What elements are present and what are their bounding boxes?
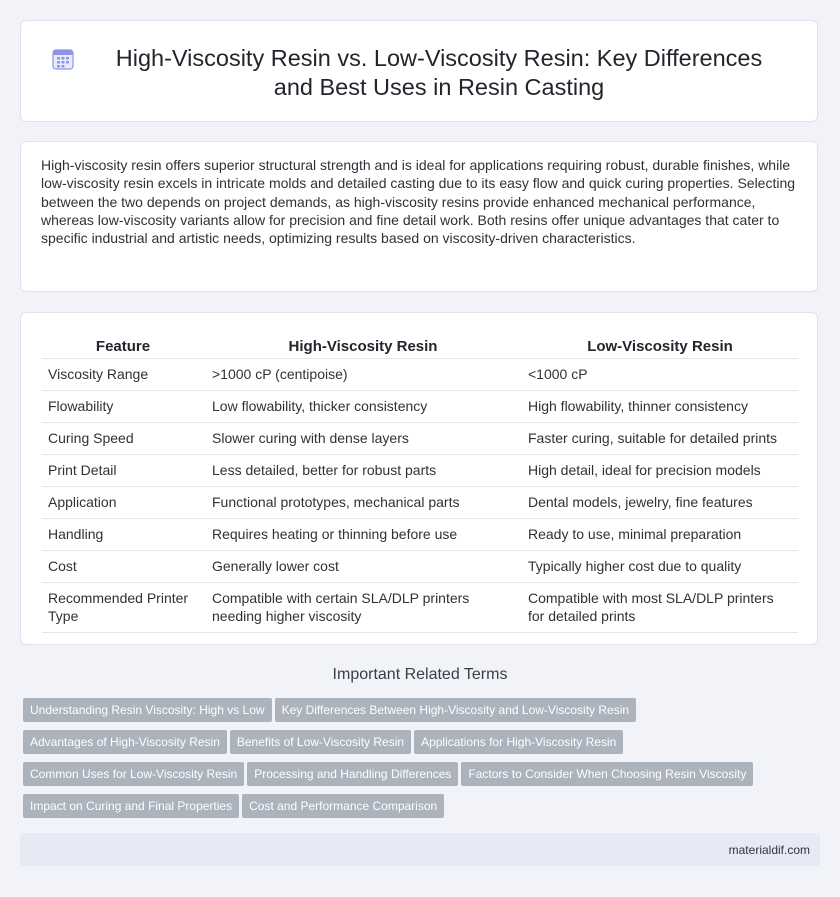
table-row	[42, 551, 798, 583]
table-cell: Compatible with certain SLA/DLP printers needing higher viscosity	[204, 583, 520, 633]
table-cell: Typically higher cost due to quality	[520, 551, 798, 583]
table-cell: Application	[42, 487, 204, 519]
comparison-table-card	[20, 312, 818, 645]
table-row	[42, 391, 798, 423]
related-terms-list	[23, 698, 803, 826]
table-cell: <1000 cP	[520, 359, 798, 391]
table-cell: Handling	[42, 519, 204, 551]
intro-card	[20, 141, 818, 292]
comparison-table	[42, 331, 798, 633]
header-card	[20, 20, 818, 122]
page-title: High-Viscosity Resin vs. Low-Viscosity Resin: Key Differences and Best Uses in Resin Casting	[115, 45, 763, 100]
table-cell: Functional prototypes, mechanical parts	[204, 487, 520, 519]
footer-bar	[20, 833, 820, 866]
table-row	[42, 583, 798, 633]
related-term-tag[interactable]: Factors to Consider When Choosing Resin Viscosity	[461, 762, 753, 786]
related-terms-title: Important Related Terms	[332, 666, 508, 683]
table-cell: High flowability, thinner consistency	[520, 391, 798, 423]
table-cell: Recommended Printer Type	[42, 583, 204, 633]
table-cell: >1000 cP (centipoise)	[204, 359, 520, 391]
related-term-tag[interactable]: Applications for High-Viscosity Resin	[414, 730, 623, 754]
table-cell: Faster curing, suitable for detailed prints	[520, 423, 798, 455]
related-term-tag[interactable]: Benefits of Low-Viscosity Resin	[230, 730, 411, 754]
header-high-viscosity: High-Viscosity Resin	[204, 331, 520, 359]
header-low-viscosity: Low-Viscosity Resin	[520, 331, 798, 359]
table-cell: Requires heating or thinning before use	[204, 519, 520, 551]
table-row	[42, 487, 798, 519]
table-row	[42, 423, 798, 455]
table-row	[42, 359, 798, 391]
related-term-tag[interactable]: Common Uses for Low-Viscosity Resin	[23, 762, 244, 786]
table-cell: Print Detail	[42, 455, 204, 487]
table-header-row	[42, 331, 798, 359]
table-cell: Generally lower cost	[204, 551, 520, 583]
table-cell: Low flowability, thicker consistency	[204, 391, 520, 423]
related-term-tag[interactable]: Processing and Handling Differences	[247, 762, 458, 786]
table-cell: Flowability	[42, 391, 204, 423]
footer-site-link[interactable]: materialdif.com	[728, 843, 810, 857]
table-cell: Cost	[42, 551, 204, 583]
table-cell: Slower curing with dense layers	[204, 423, 520, 455]
table-cell: Compatible with most SLA/DLP printers for detailed prints	[520, 583, 798, 633]
intro-paragraph: High-viscosity resin offers superior structural strength and is ideal for applications requiring robust, durable finishes, while low-viscosity resin excels in intricate molds and detailed casting due to its easy flow and quick curing properties. Selecting between the two depends on project demands, as high-viscosity resins provide enhanced mechanical performance, whereas low-viscosity variants allow for precision and fine detail work. Both resins offer unique advantages that cater to specific industrial and artistic needs, optimizing results based on viscosity-driven characteristics.	[41, 157, 796, 247]
related-term-tag[interactable]: Advantages of High-Viscosity Resin	[23, 730, 227, 754]
related-term-tag[interactable]: Key Differences Between High-Viscosity and Low-Viscosity Resin	[275, 698, 637, 722]
related-term-tag[interactable]: Understanding Resin Viscosity: High vs Low	[23, 698, 272, 722]
table-cell: Viscosity Range	[42, 359, 204, 391]
related-term-tag[interactable]: Cost and Performance Comparison	[242, 794, 444, 818]
header-feature: Feature	[42, 331, 204, 359]
table-cell: High detail, ideal for precision models	[520, 455, 798, 487]
table-row	[42, 455, 798, 487]
table-row	[42, 519, 798, 551]
related-term-tag[interactable]: Impact on Curing and Final Properties	[23, 794, 239, 818]
table-cell: Less detailed, better for robust parts	[204, 455, 520, 487]
table-cell: Curing Speed	[42, 423, 204, 455]
table-cell: Ready to use, minimal preparation	[520, 519, 798, 551]
table-cell: Dental models, jewelry, fine features	[520, 487, 798, 519]
